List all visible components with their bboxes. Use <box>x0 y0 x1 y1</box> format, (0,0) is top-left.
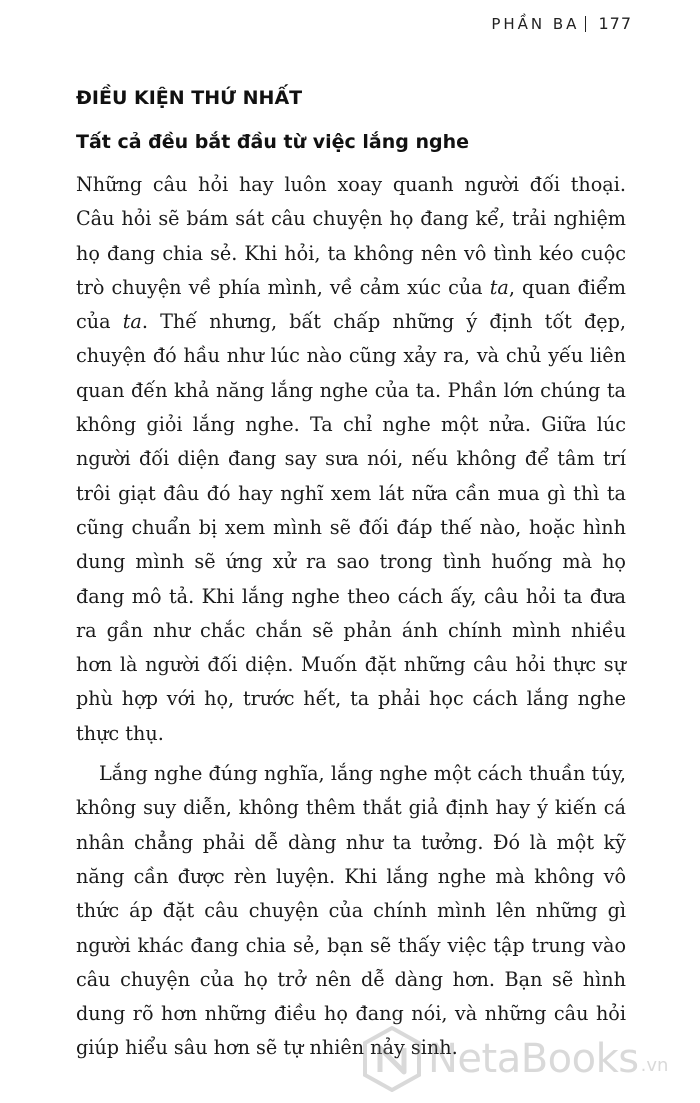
section-heading: Tất cả đều bắt đầu từ việc lắng nghe <box>76 131 469 153</box>
part-label: PHẦN BA <box>491 14 580 33</box>
running-header <box>491 14 632 33</box>
paragraph-1-part-2: , quan điểm của <box>76 275 626 334</box>
emphasis-ta-2: ta <box>122 310 142 334</box>
watermark <box>362 1022 692 1096</box>
chapter-heading: ĐIỀU KIỆN THỨ NHẤT <box>76 87 303 109</box>
body-text <box>76 168 626 1066</box>
netabooks-logo-icon <box>362 1026 422 1092</box>
watermark-suffix: .vn <box>640 1055 669 1076</box>
watermark-brand: NetaBooks <box>428 1036 639 1082</box>
emphasis-ta-1: ta <box>489 275 509 299</box>
paragraph-1-part-1: Những câu hỏi hay luôn xoay quanh người đối thoại. Câu hỏi sẽ bám sát câu chuyện họ đang kể, trải nghiệm họ đang chia sẻ. Khi hỏi, ta không nên vô tình kéo cuộc trò chuyện về phía mình, về cảm xúc của <box>76 173 626 299</box>
paragraph-1-part-3: . Thế nhưng, bất chấp những ý định tốt đẹp, chuyện đó hầu như lúc nào cũng xảy ra, và chủ yếu liên quan đến khả năng lắng nghe của ta. Phần lớn chúng ta không giỏi lắng nghe. Ta chỉ nghe một nửa. Giữa lúc người đối diện đang say sưa nói, nếu không để tâm trí trôi giạt đâu đó hay nghĩ xem lát nữa cần mua gì thì ta cũng chuẩn bị xem mình sẽ đối đáp thế nào, hoặc hình dung mình sẽ ứng xử ra sao trong tình huống mà họ đang mô tả. Khi lắng nghe theo cách ấy, câu hỏi ta đưa ra gần như chắc chắn sẽ phản ánh chính mình nhiều hơn là người đối diện. Muốn đặt những câu hỏi thực sự phù hợp với họ, trước hết, ta phải học cách lắng nghe thực thụ. <box>76 310 626 745</box>
header-divider <box>585 16 586 32</box>
paragraph-2: Lắng nghe đúng nghĩa, lắng nghe một cách thuần túy, không suy diễn, không thêm thắt giả định hay ý kiến cá nhân chẳng phải dễ dàng như ta tưởng. Đó là một kỹ năng cần được rèn luyện. Khi lắng nghe mà không vô thức áp đặt câu chuyện của chính mình lên những gì người khác đang chia sẻ, bạn sẽ thấy việc tập trung vào câu chuyện của họ trở nên dễ dàng hơn. Bạn sẽ hình dung rõ hơn những điều họ đang nói, và những câu hỏi giúp hiểu sâu hơn sẽ tự nhiên nảy sinh. <box>76 762 626 1060</box>
paragraph-1 <box>76 168 626 751</box>
page-number: 177 <box>598 14 632 33</box>
